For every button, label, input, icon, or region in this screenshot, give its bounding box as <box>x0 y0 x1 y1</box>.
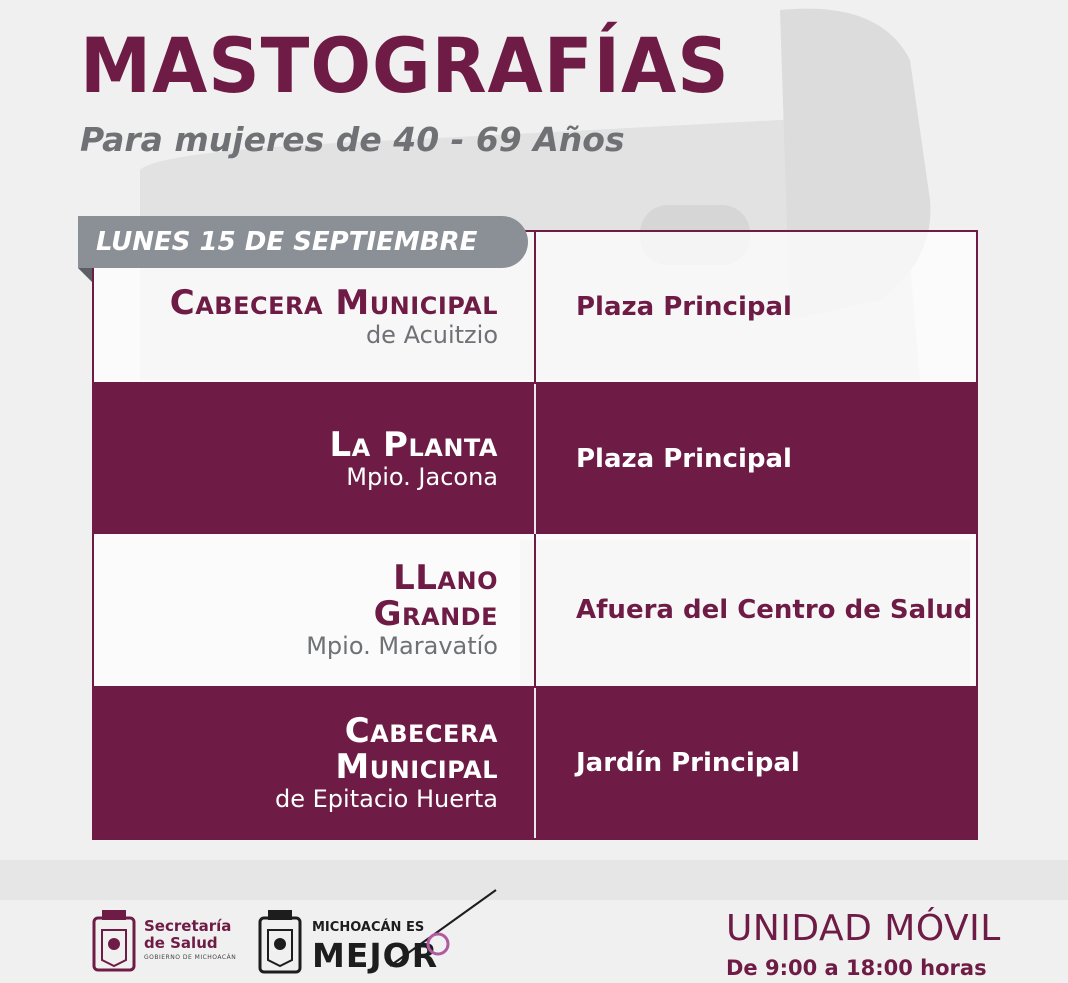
page-title: MASTOGRAFÍAS <box>80 21 730 110</box>
page-subtitle: Para mujeres de 40 - 69 Años <box>80 120 625 159</box>
michoacan-es-label: MICHOACÁN ES <box>312 920 425 935</box>
secretaria-line1: Secretaría <box>144 917 232 935</box>
gobierno-label: GOBIERNO DE MICHOACÁN <box>144 954 237 961</box>
location-cell: Plaza Principal <box>576 292 792 322</box>
date-tab: LUNES 15 DE SEPTIEMBRE <box>78 216 528 268</box>
municipality-name: de Epitacio Huerta <box>275 785 498 813</box>
place-name: Cabecera <box>344 711 498 751</box>
schedule-table <box>92 230 978 840</box>
unidad-movil-label: UNIDAD MÓVIL <box>726 908 1001 949</box>
mejor-logo-mark-icon <box>380 884 500 974</box>
mejor-label: MEJOR <box>312 936 439 975</box>
location-cell: Plaza Principal <box>576 444 792 474</box>
municipality-name: Mpio. Maravatío <box>306 632 498 660</box>
secretaria-label <box>144 918 231 952</box>
place-name: Municipal <box>335 747 498 787</box>
horario-label: De 9:00 a 18:00 horas <box>726 956 987 980</box>
location-cell: Jardín Principal <box>576 748 800 778</box>
place-cell <box>94 534 536 686</box>
table-row <box>94 534 976 686</box>
place-name: La Planta <box>329 425 498 465</box>
table-row <box>94 688 976 838</box>
date-tab-fold <box>78 268 92 282</box>
municipality-name: Mpio. Jacona <box>346 463 498 491</box>
secretaria-line2: de Salud <box>144 934 218 952</box>
municipality-name: de Acuitzio <box>365 321 498 349</box>
place-cell <box>94 688 536 838</box>
place-name: Cabecera Municipal <box>169 283 498 323</box>
place-cell <box>94 384 536 534</box>
secretaria-salud-shield-icon <box>92 908 136 972</box>
place-name: Grande <box>373 594 498 634</box>
place-name: LLano <box>393 558 498 598</box>
location-cell: Afuera del Centro de Salud <box>576 595 973 625</box>
table-row <box>94 384 976 534</box>
michoacan-shield-icon <box>258 908 302 974</box>
